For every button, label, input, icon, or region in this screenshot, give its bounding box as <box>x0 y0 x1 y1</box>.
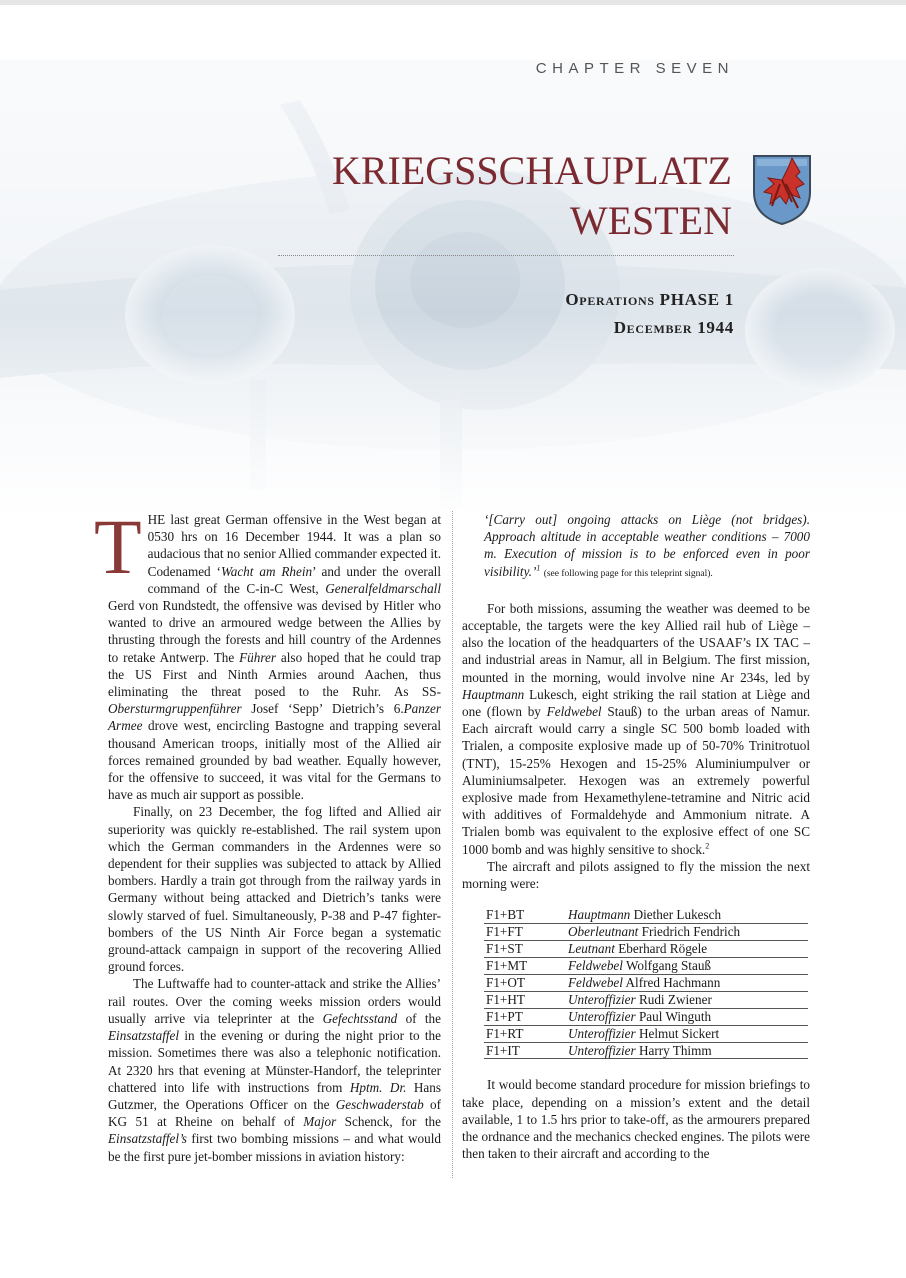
chapter-title-line2: WESTEN <box>569 198 732 243</box>
aircraft-code: F1+RT <box>484 1025 566 1042</box>
text-run: Einsatzstaffel <box>108 1028 180 1044</box>
text-run: Gerd von Rundstedt, the offensive was devised by Hitler who wanted to drive an armoured wedge between the Allies by thrusting through the forests and hill country of the Ardennes to retake Antwerp. The <box>108 598 441 665</box>
pilot-cell <box>566 1008 808 1025</box>
pilot-name: Harry Thimm <box>638 1042 712 1058</box>
crew-row <box>484 907 808 923</box>
text-run: Stauß) to the urban areas of Namur. Each aircraft would carry a single SC 500 bomb loaded with Trialen, a composite explosive made up of 50-70% Trinitrotuol (TNT), 15-25% Hexogen and 15-25% Aluminiumpulver or Aluminiumsalpeter. Hexogen was an extremely powerful explosive made from Hexamethylene-tetramine and Nitric acid with additives of Formaldehyde and Ammonium nitrate. A Trialen bomb was equivalent to the explosive effect of one SC 1000 bomb and was highly sensitive to shock. <box>462 704 810 857</box>
text-run: of the <box>397 1010 441 1026</box>
pilot-cell <box>566 991 808 1008</box>
aircraft-code: F1+PT <box>484 1008 566 1025</box>
left-text-column <box>94 503 441 1165</box>
text-run: Major <box>303 1114 337 1130</box>
text-run: Feldwebel <box>546 704 602 720</box>
pilot-cell <box>566 907 808 923</box>
footnote-marker-1: 1 <box>536 563 541 573</box>
pilot-name: Wolfgang Stauß <box>626 957 712 973</box>
text-run: of KG 51 at Rheine on behalf of <box>108 1096 441 1130</box>
text-run: ’ and under the overall command of the C-in-C West, <box>147 563 441 596</box>
right-paragraph-1 <box>462 600 810 858</box>
left-paragraph-1 <box>94 503 441 803</box>
text-run: also hoped that he could trap the US First and Ninth Armies around Aachen, thus eliminating the threat posed to the Ruhr. As SS- <box>108 649 441 700</box>
aircraft-code: F1+ST <box>484 941 566 958</box>
pilot-rank: Unteroffizier <box>568 1042 636 1058</box>
right-paragraph-2: The aircraft and pilots assigned to fly the mission the next morning were: <box>462 858 810 892</box>
crew-row <box>484 957 808 974</box>
chapter-label: CHAPTER SEVEN <box>535 60 734 77</box>
drop-cap: T <box>94 503 142 590</box>
pilot-rank: Unteroffizier <box>568 1025 636 1041</box>
text-run: Hans Gutzmer, the Operations Officer on the <box>108 1079 441 1112</box>
unit-crest-shield-icon <box>752 154 812 226</box>
pilot-rank: Feldwebel <box>568 974 623 990</box>
aircraft-code: F1+BT <box>484 907 566 923</box>
text-run: The Luftwaffe had to counter-attack and strike the Allies’ rail routes. Over the coming weeks mission orders would usually arrive via teleprinter at the <box>108 976 441 1026</box>
chapter-title <box>212 146 732 246</box>
text-run: Lukesch, eight striking the rail station at Liège and one (flown by <box>462 686 810 720</box>
text-run: Panzer Armee <box>108 701 441 734</box>
text-run: Hptm. Dr. <box>349 1079 407 1095</box>
background-aircraft-photo <box>0 60 906 520</box>
pilot-name: Alfred Hachmann <box>625 974 721 990</box>
aircraft-code: F1+FT <box>484 924 566 941</box>
pilot-name: Helmut Sickert <box>638 1025 720 1041</box>
crew-row <box>484 1025 808 1042</box>
pilot-name: Friedrich Fendrich <box>641 924 741 940</box>
teleprint-quote <box>462 511 810 583</box>
section-subtitle <box>565 286 734 342</box>
pilot-rank: Unteroffizier <box>568 1008 636 1024</box>
crew-row <box>484 941 808 958</box>
right-paragraph-3: It would become standard procedure for mission briefings to take place, depending on a mission’s extent and the detail available, 1 to 1.5 hrs prior to take-off, as the armourers prepared the ordnance and the mechanics checked engines. The pilots were then taken to their aircraft and according to the <box>462 1077 810 1162</box>
text-run: drove west, encircling Bastogne and trapping several thousand American troops, initially most of the Allied air forces remained grounded by bad weather. Equally however, for the offensive to succeed, it was vital for the Germans to have as much air support as possible. <box>108 718 441 803</box>
left-paragraph-2: Finally, on 23 December, the fog lifted and Allied air superiority was quickly re-established. The rail system upon which the German commanders in the Ardennes were so dependent for their supplies was subjected to attack by Allied bombers. Hardly a train got through from the railway yards in Germany without being attacked and Dietrich’s tanks were slowly starved of fuel. Simultaneously, P-38 and P-47 fighter-bombers of the US Ninth Air Force began a systematic ground-attack campaign in support of the recovering Allied ground forces. <box>108 804 441 975</box>
pilot-cell <box>566 924 808 941</box>
pilot-cell <box>566 941 808 958</box>
crew-row <box>484 924 808 941</box>
pilot-rank: Oberleutnant <box>568 924 639 940</box>
crew-row <box>484 991 808 1008</box>
footnote-marker: 2 <box>705 841 710 851</box>
chapter-title-line1: KRIEGSSCHAUPLATZ <box>331 148 732 193</box>
text-run: Schenck, for the <box>336 1114 441 1130</box>
text-run: in the evening or during the night prior to the mission. Sometimes there was also a telephonic notification. At 2320 hrs that evening at Münster-Handorf, the teleprinter chattered into life with instructions from <box>108 1028 441 1095</box>
pilot-cell <box>566 957 808 974</box>
text-run: Obersturmgruppenführer <box>108 701 242 717</box>
text-run: Führer <box>239 649 276 665</box>
crew-table <box>484 907 808 1059</box>
text-run: Josef ‘Sepp’ Dietrich’s 6. <box>241 701 404 717</box>
crew-row <box>484 1008 808 1025</box>
pilot-name: Diether Lukesch <box>633 907 722 923</box>
aircraft-code: F1+IT <box>484 1042 566 1059</box>
pilot-cell <box>566 1042 808 1059</box>
quote-text: ‘[Carry out] ongoing attacks on Liège (not bridges). Approach altitude in acceptable weather conditions – 7000 m. Execution of mission is to be enforced even in poor visibility.’ <box>484 512 810 579</box>
text-run: For both missions, assuming the weather was deemed to be acceptable, the targets were the key Allied rail hub of Liège – also the location of the headquarters of the USAAF’s IX TAC – and industrial areas in Namur, all in Belgium. The first mission, mounted in the morning, would involve nine Ar 234s, led by <box>462 600 810 685</box>
aircraft-code: F1+MT <box>484 957 566 974</box>
pilot-rank: Hauptmann <box>568 907 631 923</box>
pilot-name: Paul Winguth <box>638 1008 712 1024</box>
pilot-rank: Unteroffizier <box>568 991 636 1007</box>
pilot-name: Eberhard Rögele <box>618 941 708 957</box>
text-run: Geschwaderstab <box>335 1096 424 1112</box>
column-divider <box>452 511 453 1178</box>
aircraft-code: F1+HT <box>484 991 566 1008</box>
text-run: Hauptmann <box>462 686 525 702</box>
title-divider <box>278 255 734 256</box>
page-top-edge <box>0 0 906 5</box>
quote-note: (see following page for this teleprint signal). <box>543 568 713 579</box>
text-run: HE last great German offensive in the West began at 0530 hrs on 16 December 1944. It was a plan so audacious that no senior Allied commander expected it. Codenamed ‘ <box>147 512 441 579</box>
text-run: Einsatzstaffel’s <box>108 1131 187 1147</box>
left-paragraph-3 <box>108 975 441 1164</box>
right-text-column <box>462 511 810 1162</box>
pilot-rank: Feldwebel <box>568 957 623 973</box>
crew-row <box>484 974 808 991</box>
aircraft-code: F1+OT <box>484 974 566 991</box>
pilot-name: Rudi Zwiener <box>638 991 712 1007</box>
text-run: Generalfeldmarschall <box>325 580 441 596</box>
crew-row <box>484 1042 808 1059</box>
subtitle-operations: Operations PHASE 1 <box>565 290 734 309</box>
text-run: Gefechtsstand <box>322 1010 398 1026</box>
pilot-cell <box>566 974 808 991</box>
text-run: first two bombing missions – and what would be the first pure jet-bomber missions in aviation history: <box>108 1131 441 1164</box>
text-run: Wacht am Rhein <box>220 563 313 579</box>
pilot-cell <box>566 1025 808 1042</box>
subtitle-date: December 1944 <box>613 318 734 337</box>
pilot-rank: Leutnant <box>568 941 615 957</box>
